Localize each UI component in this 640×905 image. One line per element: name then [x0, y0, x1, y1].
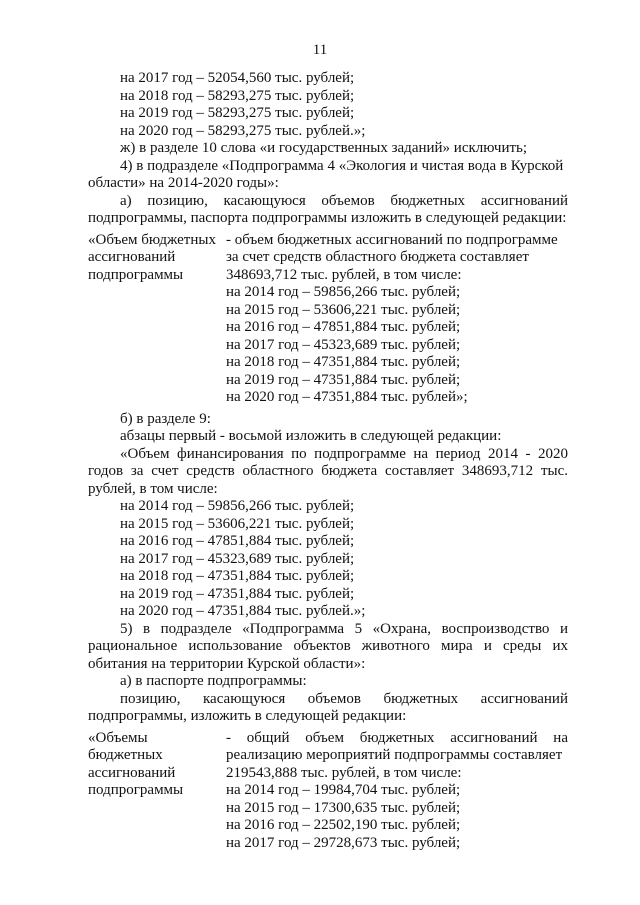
item-5-title-cont: обитания на территории Курской области»: — [88, 655, 366, 672]
year-line: на 2017 год – 45323,689 тыс. рублей; — [120, 550, 355, 567]
item-4b-para: рублей, в том числе: — [88, 480, 218, 497]
passport-label: «Объем бюджетных ассигнований подпрограммы — [88, 231, 216, 283]
year-line: на 2019 год – 47351,884 тыс. рублей; — [120, 585, 355, 602]
year-line: на 2019 год – 58293,275 тыс. рублей; — [120, 105, 355, 121]
item-4b-title: б) в разделе 9: — [120, 410, 211, 427]
item-5-title-cont: рациональное использование объектов животного мира и среды их — [88, 638, 568, 654]
passport-table-4 — [88, 232, 568, 407]
item-4a-line: подпрограммы, паспорта подпрограммы изложить в следующей редакции: — [88, 210, 567, 226]
year-line: на 2014 год – 59856,266 тыс. рублей; — [120, 498, 355, 514]
year-line: на 2018 год – 58293,275 тыс. рублей; — [120, 87, 355, 104]
year-line: на 2017 год – 52054,560 тыс. рублей; — [120, 70, 355, 86]
paragraph-line: ж) в разделе 10 слова «и государственных заданий» исключить; — [120, 140, 528, 156]
year-line: на 2020 год – 58293,275 тыс. рублей.»; — [120, 122, 366, 139]
item-4-title: 4) в подразделе «Подпрограмма 4 «Экология и чистая вода в Курской — [120, 157, 564, 174]
item-4-title-cont: области» на 2014-2020 годы»: — [88, 175, 279, 191]
passport-value: - общий объем бюджетных ассигнований на реализацию мероприятий подпрограммы составляет 219543,888 тыс. рублей, в том числе: на 2014 год – 19984,704 тыс. рублей; на 2015 год – 17300,635 тыс. рублей; на 2016 год – 22502,190 тыс. рублей; на 2017 год – 29728,673 тыс. рублей; — [226, 729, 568, 851]
year-line: на 2015 год – 53606,221 тыс. рублей; — [120, 515, 355, 532]
year-line: на 2020 год – 47351,884 тыс. рублей.»; — [120, 603, 366, 619]
year-line: на 2018 год – 47351,884 тыс. рублей; — [120, 568, 355, 584]
passport-table-5 — [88, 730, 568, 853]
item-5a-title: а) в паспорте подпрограммы: — [120, 673, 307, 689]
passport-label: «Объемы бюджетных ассигнований подпрограммы — [88, 729, 184, 798]
item-5a-line: подпрограммы, изложить в следующей редакции: — [88, 708, 407, 724]
passport-value: - объем бюджетных ассигнований по подпрограмме за счет средств областного бюджета составляет 348693,712 тыс. рублей, в том числе: на 2014 год – 59856,266 тыс. рублей; на 2015 год – 53606,221 тыс. рублей; на 2016 год – 47851,884 тыс. рублей; на 2017 год – 45323,689 тыс. рублей; на 2018 год – 47351,884 тыс. рублей; на 2019 год – 47351,884 тыс. рублей; на 2020 год – 47351,884 тыс. рублей»; — [226, 231, 558, 405]
item-4b-para: годов за счет средств областного бюджета составляет 348693,712 тыс. — [88, 463, 568, 479]
item-5a-line: позицию, касающуюся объемов бюджетных ассигнований — [120, 690, 568, 707]
year-line: на 2016 год – 47851,884 тыс. рублей; — [120, 533, 355, 549]
item-5-title: 5) в подразделе «Подпрограмма 5 «Охрана, воспроизводство и — [120, 620, 568, 637]
document-body — [88, 70, 568, 852]
item-4a-line: а) позицию, касающуюся объемов бюджетных ассигнований — [120, 192, 568, 209]
item-4b-line: абзацы первый - восьмой изложить в следующей редакции: — [120, 428, 502, 444]
item-4b-para: «Объем финансирования по подпрограмме на период 2014 - 2020 — [120, 445, 568, 462]
page-number: 11 — [312, 42, 328, 58]
